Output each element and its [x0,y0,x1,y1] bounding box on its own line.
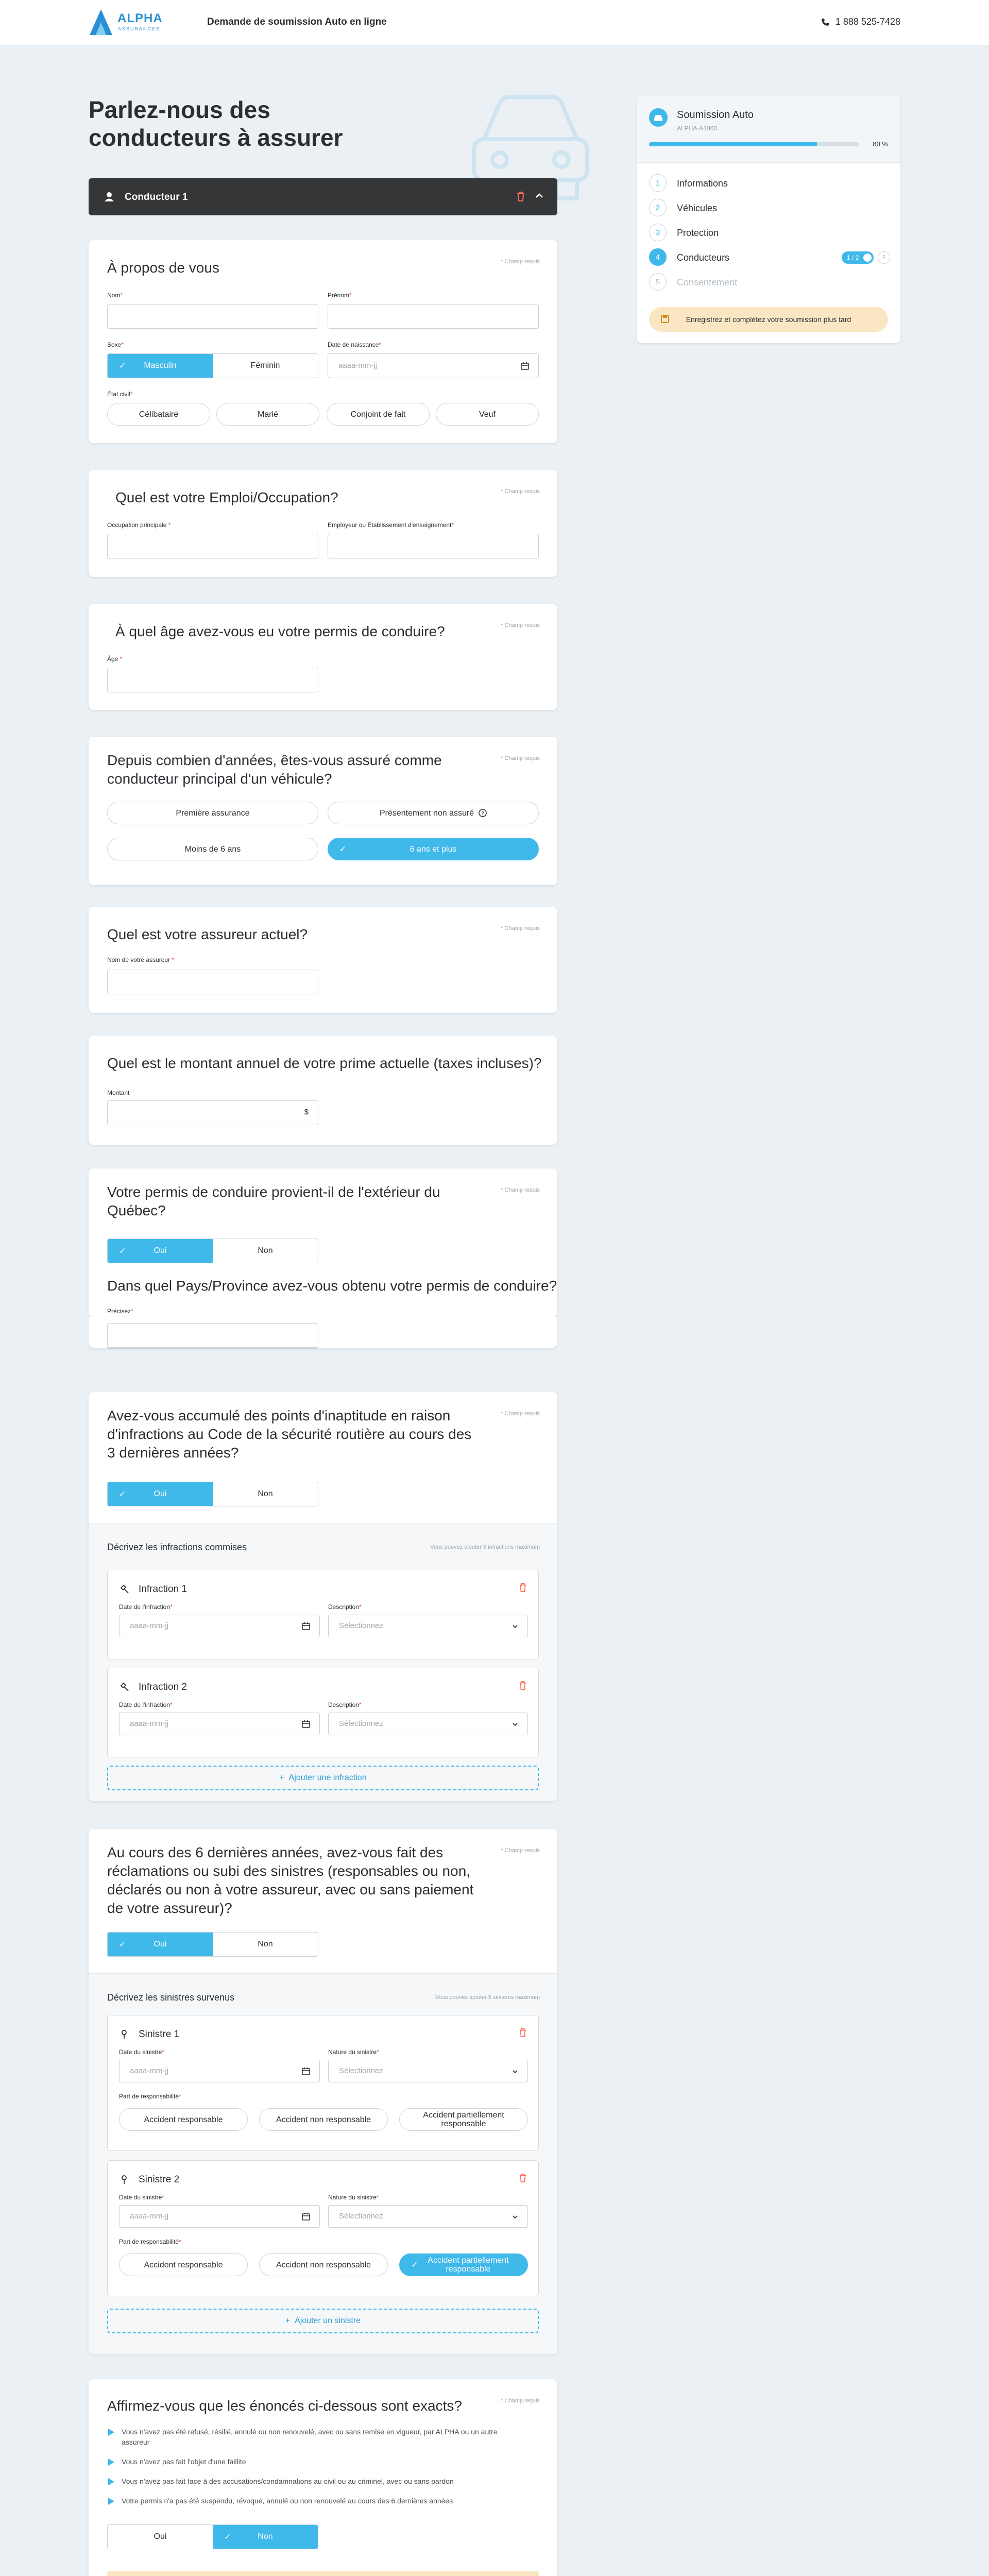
logo-subtitle: ASSURANCES [118,26,161,31]
phone-link[interactable] [821,16,900,27]
dob-input[interactable]: aaaa-mm-jj [328,353,539,378]
svg-text:?: ? [481,811,484,817]
add-infraction-button[interactable]: + Ajouter une infraction [107,1766,539,1790]
chevron-down-icon [512,1721,518,1727]
step-label: Consentement [677,277,738,287]
infraction-date-input[interactable]: aaaa-mm-jj [119,1713,320,1735]
card-title: Quel est le montant annuel de votre prime actuelle (taxes incluses)? [107,1055,542,1071]
enonces-card [89,2379,557,2576]
assureur-card [89,907,557,1013]
enonces-non[interactable]: ✓ Non [213,2525,318,2549]
annees-6-plus[interactable]: ✓ 6 ans et plus [328,838,539,860]
etat-celibataire[interactable]: Célibataire [107,403,210,426]
exterieur-toggle[interactable] [107,1239,318,1263]
prime-card [89,1036,557,1145]
step-informations[interactable]: 1 Informations [649,174,891,193]
statement-item: Vous n'avez pas fait l'objet d'une faillite [107,2456,540,2467]
section-note: Vous pouvez ajouter 5 infractions maximum [430,1544,540,1550]
infraction-desc-select[interactable]: Sélectionnez [328,1713,528,1735]
points-card [89,1392,557,1801]
sinistres-toggle[interactable] [107,1932,318,1957]
progress-percent: 80 % [873,140,888,148]
step-vehicules[interactable]: 2 Véhicules [649,199,891,217]
phone-icon [821,18,829,26]
card-title: Quel est votre Emploi/Occupation? [115,489,338,505]
required-note: * Champ requis [501,488,540,495]
emploi-card [89,470,557,577]
currency-suffix: $ [304,1108,309,1116]
pin-icon [119,2029,129,2039]
quote-summary-panel [637,96,900,343]
field-label: État civil* [107,391,133,398]
field-label: Date du sinistre* [119,2194,165,2201]
sexe-option-feminin[interactable]: Féminin [250,361,280,370]
step-conducteurs[interactable]: 4 Conducteurs 1 / 2 2 [649,248,891,267]
occupation-input[interactable] [107,534,318,558]
agent-contact-note [107,2571,539,2576]
step-protection[interactable]: 3 Protection [649,224,891,242]
age-input[interactable] [107,668,318,692]
required-note: * Champ requis [501,622,540,629]
infraction-2 [107,1668,539,1757]
sinistre-nature-select[interactable]: Sélectionnez [328,2205,528,2228]
field-label: Âge * [107,655,123,663]
step-label: Conducteurs [677,252,730,263]
summary-title: Soumission Auto [677,109,754,121]
phone-number: 1 888 525-7428 [835,16,900,27]
points-oui[interactable]: ✓ Oui [108,1482,213,1506]
statement-item: Votre permis n'a pas été suspendu, révoqué, annulé ou non renouvelé au cours des 6 dernières années [107,2496,540,2506]
required-note: * Champ requis [501,259,540,265]
step-label: Protection [677,228,719,238]
car-badge-icon [649,108,668,127]
site-header [0,0,989,45]
prime-input[interactable] [107,1100,318,1125]
part-non-responsable[interactable]: Accident non responsable [259,2253,388,2276]
chevron-down-icon [512,2069,518,2075]
trash-icon[interactable] [519,1583,527,1592]
part-responsable[interactable]: Accident responsable [119,2253,248,2276]
etat-conjoint[interactable]: Conjoint de fait [327,403,430,426]
infraction-date-input[interactable]: aaaa-mm-jj [119,1615,320,1637]
page-title: Parlez-nous des conducteurs à assurer [89,96,343,151]
card-title: À quel âge avez-vous eu votre permis de conduire? [115,623,445,639]
section-note: Vous pouvez ajouter 5 sinistres maximum [435,1994,540,2001]
card-title: Votre permis de conduire provient-il de l'extérieur du Québec? [107,1184,440,1218]
required-note: * Champ requis [501,925,540,931]
section-title: Décrivez les sinistres survenus [107,1992,235,2003]
field-label: Occupation principale * [107,521,171,529]
required-note: * Champ requis [501,1848,540,1854]
sexe-toggle[interactable] [107,353,318,378]
card-subtitle: Dans quel Pays/Province avez-vous obtenu votre permis de conduire? [107,1278,557,1294]
exterieur-oui[interactable]: ✓ Oui [108,1239,213,1263]
field-label: Précisez* [107,1308,133,1315]
calendar-icon[interactable] [302,2212,310,2221]
calendar-icon[interactable] [302,1622,310,1630]
exterieur-non[interactable]: Non [258,1246,273,1255]
sinistre-title: Sinistre 1 [139,2029,180,2040]
permis-age-card [89,604,557,710]
trash-icon[interactable] [519,1681,527,1690]
driver-1-header[interactable] [89,178,557,215]
points-non[interactable]: Non [258,1489,273,1498]
alpha-logo-icon[interactable] [89,8,113,36]
card-title: Affirmez-vous que les énoncés ci-dessous sont exacts? [107,2398,462,2414]
annees-card [89,737,557,885]
annees-moins-6[interactable]: Moins de 6 ans [107,838,318,860]
chevron-down-icon [512,1623,518,1630]
enonces-oui[interactable]: Oui [154,2532,167,2541]
field-label: Montant [107,1089,130,1096]
field-label: Employeur ou Établissement d'enseignement* [328,521,454,529]
save-icon [660,314,670,324]
part-partiellement[interactable]: ✓ Accident partiellement responsable [399,2253,528,2276]
required-note: * Champ requis [501,1411,540,1417]
etat-marie[interactable]: Marié [216,403,319,426]
summary-header [637,96,900,163]
sinistres-card [89,1829,557,2354]
infraction-title: Infraction 1 [139,1584,187,1595]
required-note: * Champ requis [501,1187,540,1193]
sinistre-2 [107,2160,539,2296]
step-label: Véhicules [677,203,718,213]
section-title: Décrivez les infractions commises [107,1542,247,1552]
calendar-icon[interactable] [302,2067,310,2075]
sinistre-date-input[interactable]: aaaa-mm-jj [119,2060,320,2082]
user-icon [104,192,114,202]
add-sinistre-button[interactable]: + Ajouter un sinistre [107,2309,539,2333]
trash-icon[interactable] [519,2028,527,2037]
infraction-title: Infraction 2 [139,1682,187,1692]
trash-icon[interactable] [519,2173,527,2182]
prenom-input[interactable] [328,304,539,329]
help-icon[interactable] [479,809,487,817]
summary-id: ALPHA-A1000 [677,125,718,132]
infraction-desc-select[interactable]: Sélectionnez [328,1615,528,1637]
field-label: Part de responsabilité* [119,2093,181,2100]
statement-item: Vous n'avez pas fait face à des accusations/condamnations au civil ou au criminel, avec ou sans pardon [107,2476,540,2486]
field-label: Description* [328,1603,362,1611]
part-responsable[interactable]: Accident responsable [119,2108,248,2131]
field-label: Date de l'infraction* [119,1701,173,1708]
field-label: Part de responsabilité* [119,2238,181,2245]
field-label: Nom de votre assureur * [107,956,175,963]
field-label: Date du sinistre* [119,2048,165,2056]
step-consentement: 5 Consentement [649,273,891,292]
header-title: Demande de soumission Auto en ligne [207,16,387,27]
enonces-toggle[interactable] [107,2524,318,2549]
sinistre-title: Sinistre 2 [139,2174,180,2185]
driver-count-badge: 2 [878,251,890,264]
progress-bar [649,142,859,146]
chevron-down-icon [512,2214,518,2220]
driver-count-toggle[interactable]: 1 / 2 [842,251,874,264]
logo-name: ALPHA [117,11,163,25]
field-label: Nom* [107,292,123,299]
field-label: Sexe* [107,341,124,348]
infractions-section [89,1523,557,1801]
card-title: Au cours des 6 dernières années, avez-vous fait des réclamations ou subi des sinistres (responsables ou non, déclarés ou non à votre assureur, avec ou sans paiement de votre assureur)? [107,1844,474,1916]
field-label: Date de l'infraction* [119,1603,173,1611]
field-label: Nature du sinistre* [328,2194,379,2201]
sinistre-1 [107,2015,539,2151]
sinistres-oui[interactable]: ✓ Oui [108,1933,213,1956]
driver-label: Conducteur 1 [125,192,188,202]
gavel-icon [119,1584,129,1594]
assureur-input[interactable] [107,970,318,994]
calendar-icon[interactable] [302,1720,310,1728]
pays-input[interactable] [107,1323,318,1348]
card-title: Quel est votre assureur actuel? [107,926,308,942]
etat-veuf[interactable]: Veuf [436,403,539,426]
sinistre-nature-select[interactable]: Sélectionnez [328,2060,528,2082]
nom-input[interactable] [107,304,318,329]
required-note: * Champ requis [501,2398,540,2404]
part-non-responsable[interactable]: Accident non responsable [259,2108,388,2131]
exterieur-card [89,1168,557,1317]
statement-item: Vous n'avez pas été refusé, résilié, annulé ou non renouvelé, avec ou sans remise en vigueur, par ALPHA ou un autre assureur [107,2427,519,2447]
annees-premiere[interactable]: Première assurance [107,802,318,824]
card-title: Depuis combien d'années, êtes-vous assuré comme conducteur principal d'un véhicule? [107,752,442,787]
trash-icon[interactable] [516,191,525,201]
about-card [89,240,557,443]
card-title: Avez-vous accumulé des points d'inaptitude en raison d'infractions au Code de la sécurité routière au cours des 3 dernières années? [107,1408,472,1461]
chevron-up-icon[interactable] [535,191,544,200]
sinistres-section [89,1973,557,2354]
field-label: Nature du sinistre* [328,2048,379,2056]
gavel-icon [119,1682,129,1692]
part-partiellement[interactable]: Accident partiellement responsable [399,2108,528,2131]
card-title: À propos de vous [107,260,219,276]
step-label: Informations [677,178,728,189]
sinistre-date-input[interactable]: aaaa-mm-jj [119,2205,320,2228]
sinistres-non[interactable]: Non [258,1940,273,1948]
required-note: * Champ requis [501,755,540,761]
points-toggle[interactable] [107,1482,318,1506]
pin-icon [119,2174,129,2184]
annees-non-assure[interactable]: Présentement non assuré ? [328,802,539,824]
calendar-icon[interactable] [521,362,529,370]
field-label: Prénom* [328,292,352,299]
employeur-input[interactable] [328,534,539,558]
infraction-1 [107,1570,539,1659]
save-later-button[interactable]: Enregistrez et complétez votre soumission plus tard [649,307,888,332]
field-label: Date de naissance* [328,341,382,348]
sexe-option-masculin[interactable]: ✓ Masculin [108,354,213,378]
statement-list [107,2427,540,2515]
field-label: Description* [328,1701,362,1708]
